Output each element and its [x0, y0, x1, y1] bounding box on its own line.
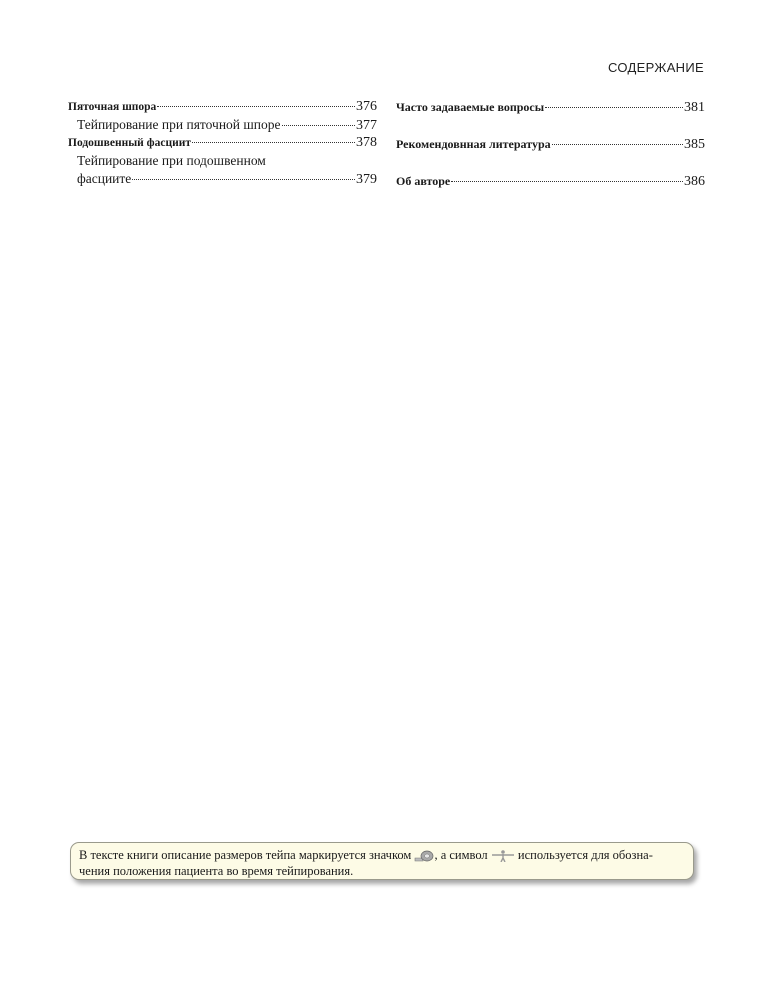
note-text-part1: В тексте книги описание размеров тейпа маркируется значком — [79, 848, 412, 862]
toc-entry-heel-spur-taping[interactable] — [68, 116, 377, 134]
toc-entry-title: Пяточная шпора — [68, 101, 157, 113]
legend-note-box — [70, 842, 694, 880]
toc-entry-plantar-fasciitis-taping[interactable] — [68, 152, 377, 188]
toc-entry-page: 378 — [356, 135, 377, 150]
toc-entry-literature[interactable] — [396, 135, 705, 154]
toc-entry-title: Рекомендовнная литература — [396, 137, 551, 151]
toc-entry-faq[interactable] — [396, 98, 705, 117]
toc-entry-page: 386 — [684, 174, 705, 189]
leader-dots — [192, 141, 355, 143]
toc-entry-title: Часто задаваемые вопросы — [396, 100, 545, 114]
toc-entry-about-author[interactable] — [396, 172, 705, 191]
toc-entry-page: 379 — [356, 172, 377, 187]
toc-entry-title: Тейпирование при пяточной шпоре — [77, 117, 281, 132]
note-text-line2: чения положения пациента во время тейпирования. — [79, 864, 354, 878]
toc-entry-heel-spur[interactable] — [68, 98, 377, 116]
toc-entry-title-line1: Тейпирование при подошвенном — [77, 153, 266, 168]
toc-right-column — [396, 98, 705, 209]
leader-dots — [545, 106, 683, 108]
toc-entry-page: 385 — [684, 137, 705, 152]
leader-dots — [157, 105, 355, 107]
leader-dots — [282, 124, 355, 126]
toc-entry-title: Об авторе — [396, 174, 451, 188]
leader-dots — [132, 178, 355, 180]
toc-entry-title: Подошвенный фасциит — [68, 137, 192, 149]
leader-dots — [451, 180, 683, 182]
toc-entry-page: 381 — [684, 100, 705, 115]
toc-left-column — [68, 98, 377, 188]
note-text-part2: , а символ — [434, 848, 488, 862]
patient-position-icon — [491, 850, 515, 862]
running-header: СОДЕРЖАНИЕ — [607, 60, 704, 75]
leader-dots — [552, 143, 683, 145]
toc-entry-page: 377 — [356, 118, 377, 133]
note-text-part3: используется для обозна- — [517, 848, 653, 862]
tape-roll-icon — [414, 850, 434, 862]
toc-entry-title-line2: фасциите — [77, 171, 132, 186]
toc-entry-plantar-fasciitis[interactable] — [68, 134, 377, 152]
toc-entry-page: 376 — [356, 99, 377, 114]
